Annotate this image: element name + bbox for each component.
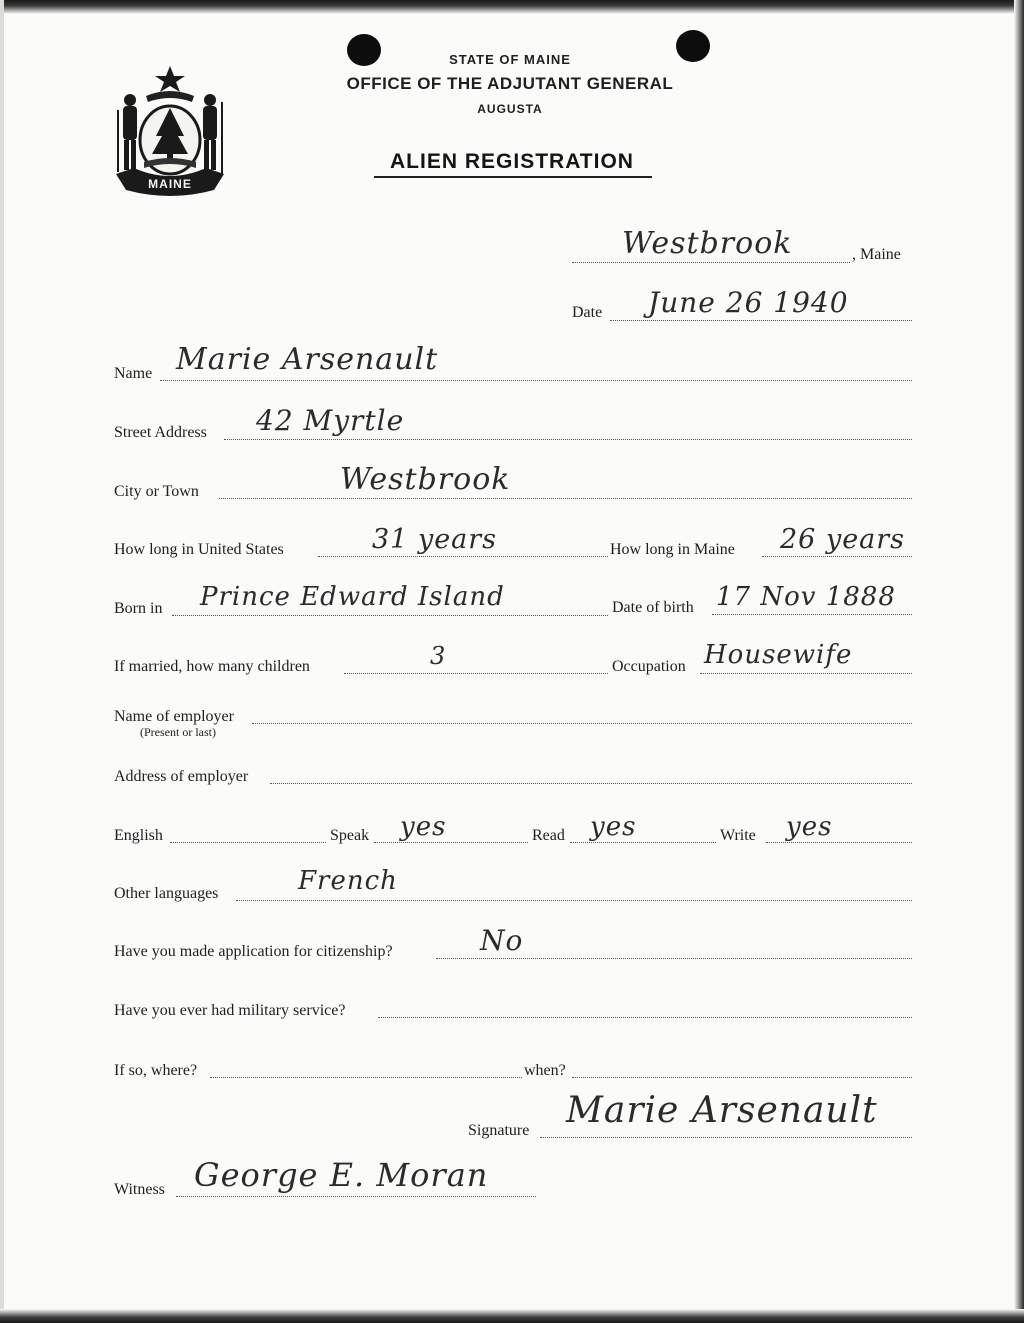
citizenship-line [436, 958, 912, 959]
born-in-line [172, 615, 608, 616]
header-office: OFFICE OF THE ADJUTANT GENERAL [346, 74, 674, 93]
when-line [572, 1077, 912, 1078]
children-value[interactable]: 3 [430, 642, 447, 670]
employer-name-line [252, 723, 912, 724]
signature-line [540, 1137, 912, 1138]
scan-edge-right [1014, 0, 1024, 1323]
employer-address-line [270, 783, 912, 784]
english-label: English [114, 827, 163, 844]
name-line [160, 380, 912, 381]
how-long-us-label: How long in United States [114, 541, 284, 558]
scan-edge-top [0, 0, 1024, 14]
witness-line [176, 1196, 536, 1197]
city-line [219, 498, 912, 499]
employer-name-sublabel: (Present or last) [140, 725, 216, 739]
seal-banner-text: MAINE [148, 177, 192, 191]
when-label: when? [524, 1062, 566, 1079]
write-label: Write [720, 827, 756, 844]
city-label: City or Town [114, 483, 199, 500]
street-address-label: Street Address [114, 424, 207, 441]
how-long-maine-line [762, 556, 912, 557]
scan-edge-left [0, 0, 4, 1323]
place-line [572, 262, 850, 263]
speak-label: Speak [330, 827, 370, 844]
other-languages-value[interactable]: French [298, 866, 398, 896]
maine-seal-icon [110, 62, 230, 200]
where-line [210, 1077, 522, 1078]
read-line [570, 842, 716, 843]
where-label: If so, where? [114, 1062, 198, 1079]
other-languages-label: Other languages [114, 885, 219, 902]
children-label: If married, how many children [114, 658, 310, 675]
place-suffix: , Maine [852, 246, 901, 263]
children-line [344, 673, 608, 674]
witness-label: Witness [114, 1181, 165, 1198]
born-in-label: Born in [114, 600, 163, 617]
name-value[interactable]: Marie Arsenault [176, 342, 439, 377]
military-line [378, 1017, 912, 1018]
street-address-line [224, 439, 912, 440]
date-value[interactable]: June 26 1940 [648, 286, 849, 319]
name-label: Name [114, 365, 153, 382]
date-line [610, 320, 912, 321]
place-value[interactable]: Westbrook [622, 226, 793, 261]
occupation-label: Occupation [612, 658, 686, 675]
other-languages-line [236, 900, 912, 901]
citizenship-label: Have you made application for citizenship? [114, 943, 393, 960]
date-label: Date [572, 304, 603, 321]
street-address-value[interactable]: 42 Myrtle [256, 404, 405, 437]
date-of-birth-label: Date of birth [612, 599, 694, 616]
how-long-maine-label: How long in Maine [610, 541, 735, 558]
employer-address-label: Address of employer [114, 768, 249, 785]
occupation-value[interactable]: Housewife [704, 640, 853, 670]
read-value[interactable]: yes [590, 812, 637, 842]
signature-value[interactable]: Marie Arsenault [566, 1090, 878, 1131]
how-long-maine-value[interactable]: 26 years [780, 524, 906, 555]
born-in-value[interactable]: Prince Edward Island [200, 582, 505, 612]
header-state: STATE OF MAINE [449, 52, 571, 67]
speak-value[interactable]: yes [400, 812, 447, 842]
date-of-birth-line [712, 614, 912, 615]
witness-value[interactable]: George E. Moran [194, 1156, 489, 1194]
military-label: Have you ever had military service? [114, 1002, 346, 1019]
signature-label: Signature [468, 1122, 530, 1139]
header-city: AUGUSTA [477, 102, 543, 116]
employer-name-label: Name of employer [114, 708, 234, 725]
how-long-us-value[interactable]: 31 years [372, 524, 498, 555]
read-label: Read [532, 827, 565, 844]
write-line [766, 842, 912, 843]
speak-line [374, 842, 528, 843]
date-of-birth-value[interactable]: 17 Nov 1888 [716, 582, 896, 612]
occupation-line [700, 673, 912, 674]
form-title: ALIEN REGISTRATION [390, 150, 634, 173]
city-value[interactable]: Westbrook [340, 462, 511, 497]
write-value[interactable]: yes [786, 812, 833, 842]
english-line [170, 842, 326, 843]
how-long-us-line [318, 556, 608, 557]
title-underline [374, 176, 652, 178]
scan-edge-bottom [0, 1309, 1024, 1323]
citizenship-value[interactable]: No [480, 924, 524, 957]
